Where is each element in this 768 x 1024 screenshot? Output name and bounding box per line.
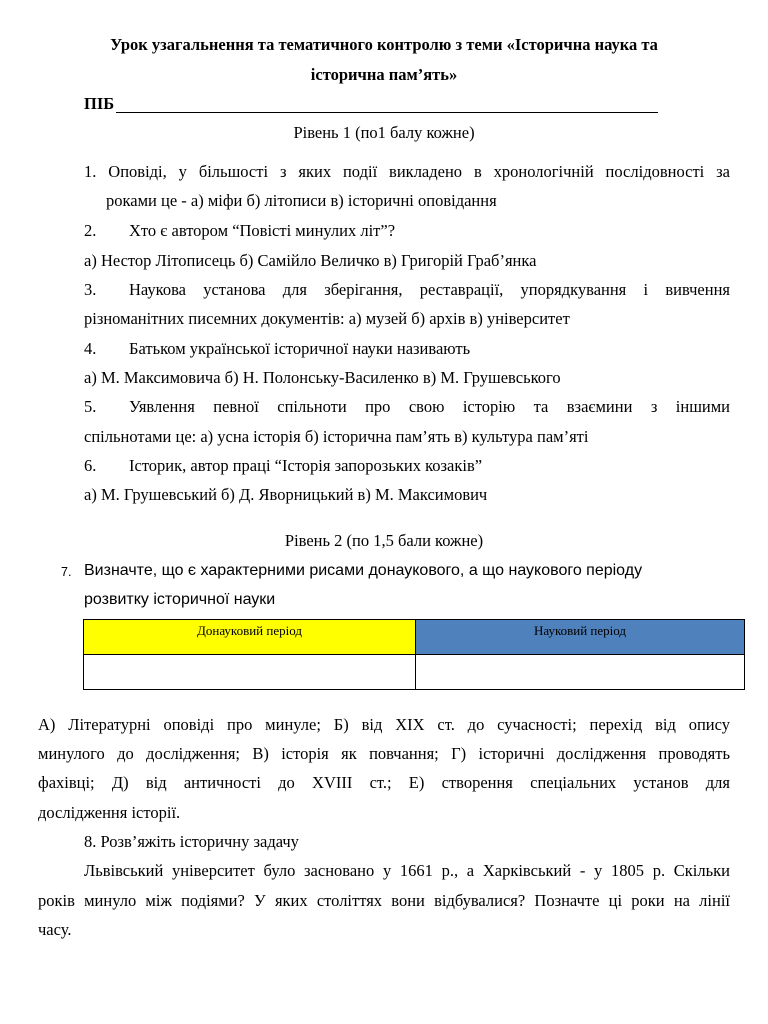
question-6-number: 6. [84, 456, 97, 475]
question-8-line-1: Львівський університет було засновано у 1661 р., а Харківський - у 1805 р. Скільки [84, 861, 730, 880]
question-5-line-2: спільнотами це: а) усна історія б) історична пам’ять в) культура пам’яті [84, 427, 589, 446]
prescientific-answer-cell[interactable] [84, 655, 416, 690]
scientific-answer-cell[interactable] [416, 655, 745, 690]
scientific-header-cell [416, 620, 745, 655]
question-2-number: 2. [84, 221, 97, 240]
question-6-answers: а) М. Грушевський б) Д. Яворницький в) М. Максимович [84, 485, 488, 504]
question-5-text: Уявлення певної спільноти про свою історію та взаємини з іншими [129, 397, 730, 416]
options-line-2: минулого до дослідження; В) історія як повчання; Г) історичні дослідження проводять [38, 744, 730, 763]
question-5-number: 5. [84, 397, 97, 416]
question-4-answers: а) М. Максимовича б) Н. Полонську-Василенко в) М. Грушевського [84, 368, 561, 387]
question-6-text: Історик, автор праці “Історія запорозьких козаків” [129, 456, 483, 475]
options-line-4: дослідження історії. [38, 803, 181, 822]
question-7-line-1: Визначте, що є характерними рисами донаукового, а що наукового періоду [84, 562, 643, 579]
options-line-1: А) Літературні оповіді про минуле; Б) від XIX ст. до сучасності; перехід від опису [38, 715, 730, 734]
scientific-header-label: Науковий період [533, 623, 627, 638]
question-7-number: 7. [61, 565, 72, 579]
prescientific-header-cell [84, 620, 416, 655]
question-4-text: Батьком української історичної науки називають [129, 339, 471, 358]
question-8-line-3: часу. [38, 920, 72, 939]
document-title-line-2: історична пам’ять» [310, 65, 458, 84]
question-1-line-2: роками це - а) міфи б) літописи в) історичні оповідання [106, 191, 497, 210]
options-line-3: фахівці; Д) від античності до XVIII ст.; Е) створення спеціальних установ для [38, 773, 730, 792]
question-8-line-2: років минуло між подіями? У яких століттях вони відбувалися? Позначте ці роки на лінії [38, 891, 730, 910]
periods-table [83, 619, 745, 690]
pib-label: ПІБ [84, 94, 115, 113]
level1-heading: Рівень 1 (по1 балу кожне) [293, 123, 475, 142]
question-8-heading: 8. Розв’яжіть історичну задачу [84, 832, 299, 851]
question-2-answers: а) Нестор Літописець б) Самійло Величко в) Григорій Граб’янка [84, 251, 537, 270]
question-3-number: 3. [84, 280, 97, 299]
pib-fill-line [116, 112, 658, 113]
level2-heading: Рівень 2 (по 1,5 бали кожне) [284, 531, 484, 550]
question-4-number: 4. [84, 339, 97, 358]
question-3-text: Наукова установа для зберігання, реставрації, упорядкування і вивчення [129, 280, 730, 299]
question-3-line-2: різноманітних писемних документів: а) музей б) архів в) університет [84, 309, 570, 328]
question-7-line-2: розвитку історичної науки [84, 591, 276, 608]
prescientific-header-label: Донауковий період [197, 623, 302, 638]
question-1-line-1: 1. Оповіді, у більшості з яких події викладено в хронологічній послідовності за [84, 162, 730, 181]
document-title-line-1: Урок узагальнення та тематичного контролю з теми «Історична наука та [110, 35, 658, 54]
question-2-text: Хто є автором “Повісті минулих літ”? [129, 221, 396, 240]
